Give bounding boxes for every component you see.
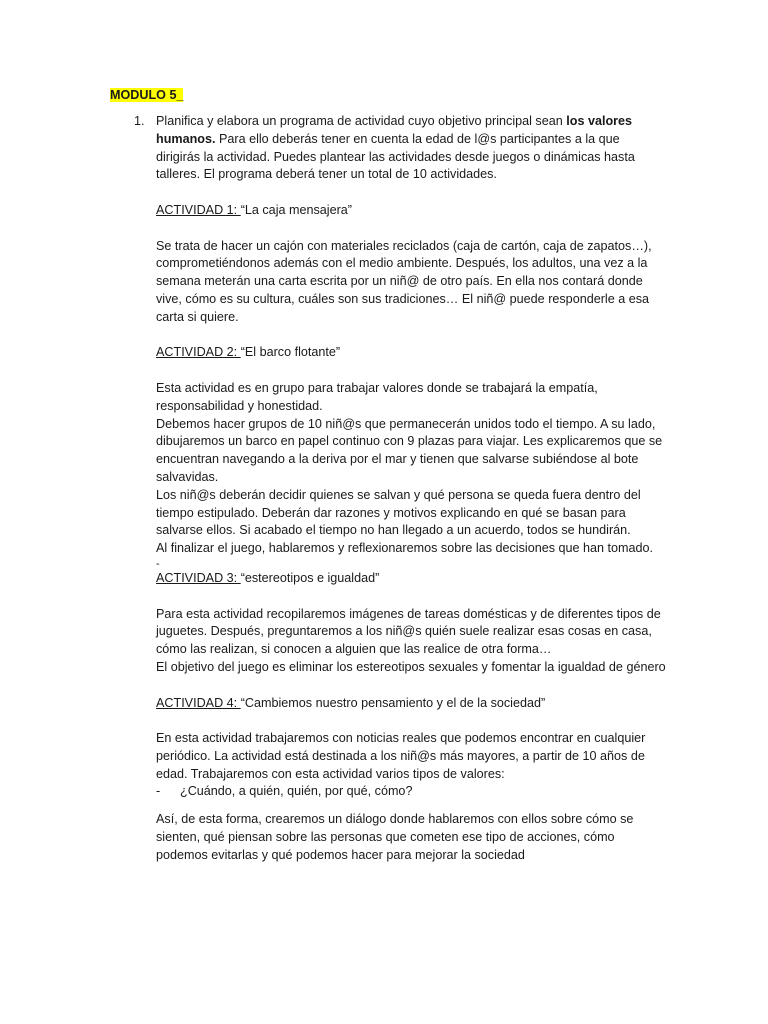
activity-3-heading: [156, 570, 666, 588]
intro-bold: los valores humanos.: [156, 114, 633, 146]
activity-2-name: “El barco flotante”: [240, 345, 341, 360]
activity-1-label: ACTIVIDAD 1:: [156, 202, 241, 217]
activity-3-label: ACTIVIDAD 3:: [156, 570, 241, 585]
activity-4-heading: [156, 695, 666, 713]
module-title-text: MODULO 5_: [110, 88, 184, 102]
activity-2-heading: [156, 344, 666, 362]
activity-3-name: “estereotipos e igualdad”: [240, 570, 380, 585]
activity-1-name: “La caja mensajera”: [240, 202, 352, 217]
intro-paragraph: [156, 113, 666, 184]
intro-text-2: Para ello deberás tener en cuenta la edad de l@s participantes a la que dirigirás la actividad. Puedes plantear las actividades desde juegos o dinámicas hasta talleres. El programa deberá tener un total de 10 actividades.: [156, 131, 635, 182]
activity-4-paragraph-1: En esta actividad trabajaremos con noticias reales que podemos encontrar en cualquier periódico. La actividad está destinada a los niñ@s más mayores, a partir de 10 años de edad. Trabajaremos con esta actividad varios tipos de valores:: [156, 731, 646, 781]
activity-2-paragraph-3: Los niñ@s deberán decidir quienes se salvan y qué persona se queda fuera dentro del tiempo estipulado. Deberán dar razones y motivos explicando en qué se basan para salvarse ellos. Si acabado el tiempo no han llegado a un acuerdo, todos se hundirán.: [156, 487, 641, 538]
module-title: [110, 87, 183, 104]
activity-3-paragraph-1: Para esta actividad recopilaremos imágenes de tareas domésticas y de diferentes tipos de juguetes. Después, preguntaremos a los niñ@s quién suele realizar esas cosas en casa, cómo las realizan, si conocen a alguien que las realice de otra forma…: [156, 606, 661, 657]
list-number: 1.: [134, 114, 145, 128]
activity-1-paragraph: Se trata de hacer un cajón con materiales reciclados (caja de cartón, caja de zapatos…), comprometiéndonos además con el medio ambiente. Después, los adultos, una vez a la semana meterán una carta escrita por un niñ@ de otro país. En ella nos contará donde vive, cómo es su cultura, cuáles son sus tradiciones… El niñ@ puede responderle a esa carta si quiere.: [156, 238, 652, 324]
activity-2-label: ACTIVIDAD 2:: [156, 345, 241, 360]
activity-2-paragraph-2: Debemos hacer grupos de 10 niñ@s que permanecerán unidos todo el tiempo. A su lado, dibujaremos un barco en papel continuo con 9 plazas para viajar. Les explicaremos que se encuentran navegando a la deriva por el mar y tienen que salvarse subiéndose al bote salvavidas.: [156, 416, 663, 484]
activity-4-closing: Así, de esta forma, crearemos un diálogo donde hablaremos con ellos sobre cómo se sienten, qué piensan sobre las personas que cometen ese tipo de acciones, cómo podemos evitarlas y qué podemos hacer para mejorar la sociedad: [156, 812, 634, 862]
activity-4-bullet: [156, 783, 666, 801]
intro-text-1: Planifica y elabora un programa de actividad cuyo objetivo principal sean: [156, 114, 567, 128]
bullet-marker: -: [156, 784, 161, 799]
activity-4-label: ACTIVIDAD 4:: [156, 695, 241, 710]
stray-dash: -: [156, 557, 160, 570]
activity-2-paragraph-1: Esta actividad es en grupo para trabajar valores donde se trabajará la empatía, responsabilidad y honestidad.: [156, 380, 598, 413]
activity-4-name: “Cambiemos nuestro pensamiento y el de la sociedad”: [240, 695, 546, 710]
bullet-text: ¿Cuándo, a quién, quién, por qué, cómo?: [180, 784, 413, 799]
activity-3-paragraph-2: El objetivo del juego es eliminar los estereotipos sexuales y fomentar la igualdad de género: [156, 659, 666, 674]
activity-1-heading: [156, 202, 666, 220]
activity-2-paragraph-4: Al finalizar el juego, hablaremos y reflexionaremos sobre las decisiones que han tomado.: [156, 541, 654, 556]
list-item-body: [156, 113, 666, 865]
